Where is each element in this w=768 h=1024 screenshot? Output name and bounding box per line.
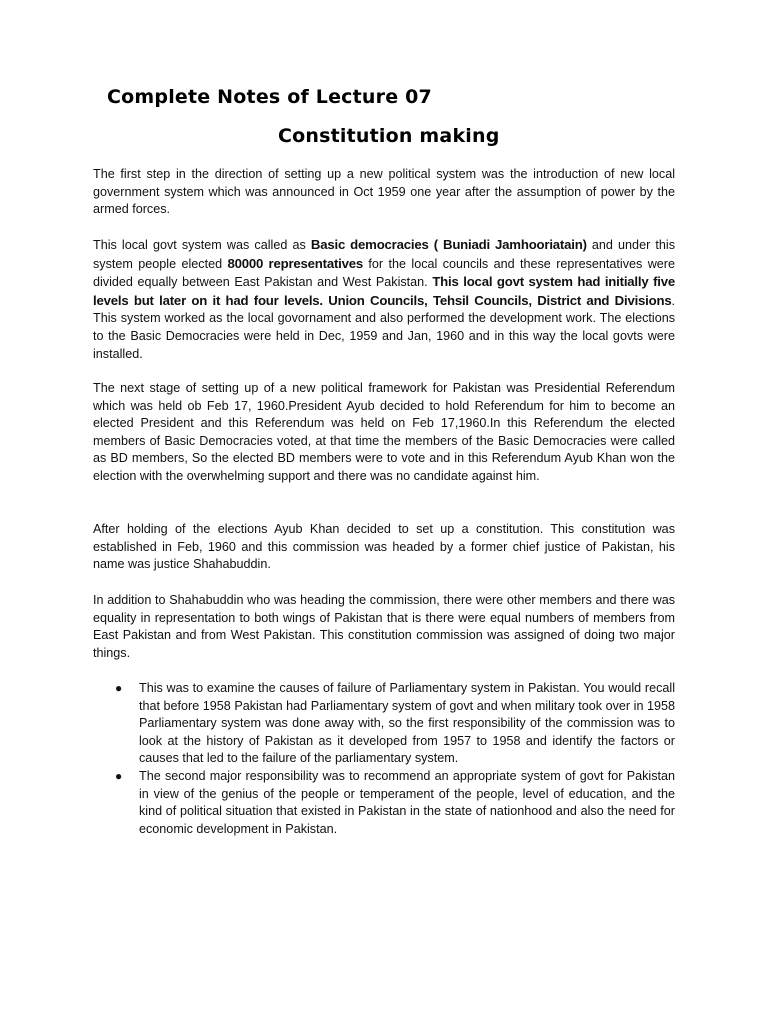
- lecture-heading: Complete Notes of Lecture 07: [107, 86, 432, 108]
- bullet-icon: ●: [115, 681, 123, 695]
- paragraph-text: . This system worked as the local govornament and also performed the development work. The elections to the Basic Democracies were held in Dec, 1959 and Jan, 1960 and in this way the local govts were installed.: [93, 293, 675, 361]
- list-item: [93, 768, 675, 838]
- paragraph-constitution: After holding of the elections Ayub Khan decided to set up a constitution. This constitution was established in Feb, 1960 and this commission was headed by a former chief justice of Pakistan, his name was justice Shahabuddin.: [93, 522, 675, 572]
- bullet-list: [93, 680, 675, 838]
- list-item-text: This was to examine the causes of failure of Parliamentary system in Pakistan. You would recall that before 1958 Pakistan had Parliamentary system of govt and when military took over in 1958 Parliamentary system was done away with, so the first responsibility of the commission was to look at the history of Pakistan as it developed from 1957 to 1958 and identify the factors or causes that led to the failure of the parliamentary system.: [139, 681, 675, 766]
- paragraph-text: for the local councils and these representatives were divided equally between East Pakistan and West Pakistan.: [93, 256, 675, 290]
- paragraph-text: and under this system people elected: [93, 238, 675, 271]
- paragraph-commission: In addition to Shahabuddin who was heading the commission, there were other members and there was equality in representation to both wings of Pakistan that is there were equal numbers of members from East Pakistan and from West Pakistan. This constitution commission was assigned of doing two major things.: [93, 593, 675, 660]
- page-title: Constitution making: [278, 125, 500, 147]
- paragraph-basic-democracies: [93, 236, 675, 363]
- paragraph-text: This local govt system was called as: [93, 238, 311, 252]
- emphasis-representatives: 80000 representatives: [227, 255, 364, 271]
- list-item-text: The second major responsibility was to recommend an appropriate system of govt for Pakistan in view of the genius of the people or temperament of the people, level of education, and the kind of political situation that existed in Pakistan in the state of nationhood and also the need for economic development in Pakistan.: [139, 768, 675, 836]
- emphasis-basic-democracies: Basic democracies ( Buniadi Jamhooriatain): [310, 237, 587, 252]
- paragraph-intro: The first step in the direction of setting up a new political system was the introduction of new local government system which was announced in Oct 1959 one year after the assumption of power by the armed forces.: [93, 167, 675, 217]
- list-item: [93, 680, 675, 768]
- bullet-icon: ●: [115, 768, 123, 783]
- emphasis-levels: This local govt system had initially five levels but later on it had four levels. Union Councils, Tehsil Councils, District and Divisions: [93, 274, 676, 308]
- paragraph-referendum: The next stage of setting up of a new political framework for Pakistan was Presidential Referendum which was held ob Feb 17, 1960.President Ayub decided to hold Referendum for him to become an elected President and this Referendum was held on Feb 17,1960.In this Referendum the elected members of Basic Democracies voted, at that time the members of the Basic Democracies were called as BD members, So the elected BD members were to vote and in this Referendum Ayub Khan won the election with the overwhelming support and there was no candidate against him.: [93, 381, 675, 483]
